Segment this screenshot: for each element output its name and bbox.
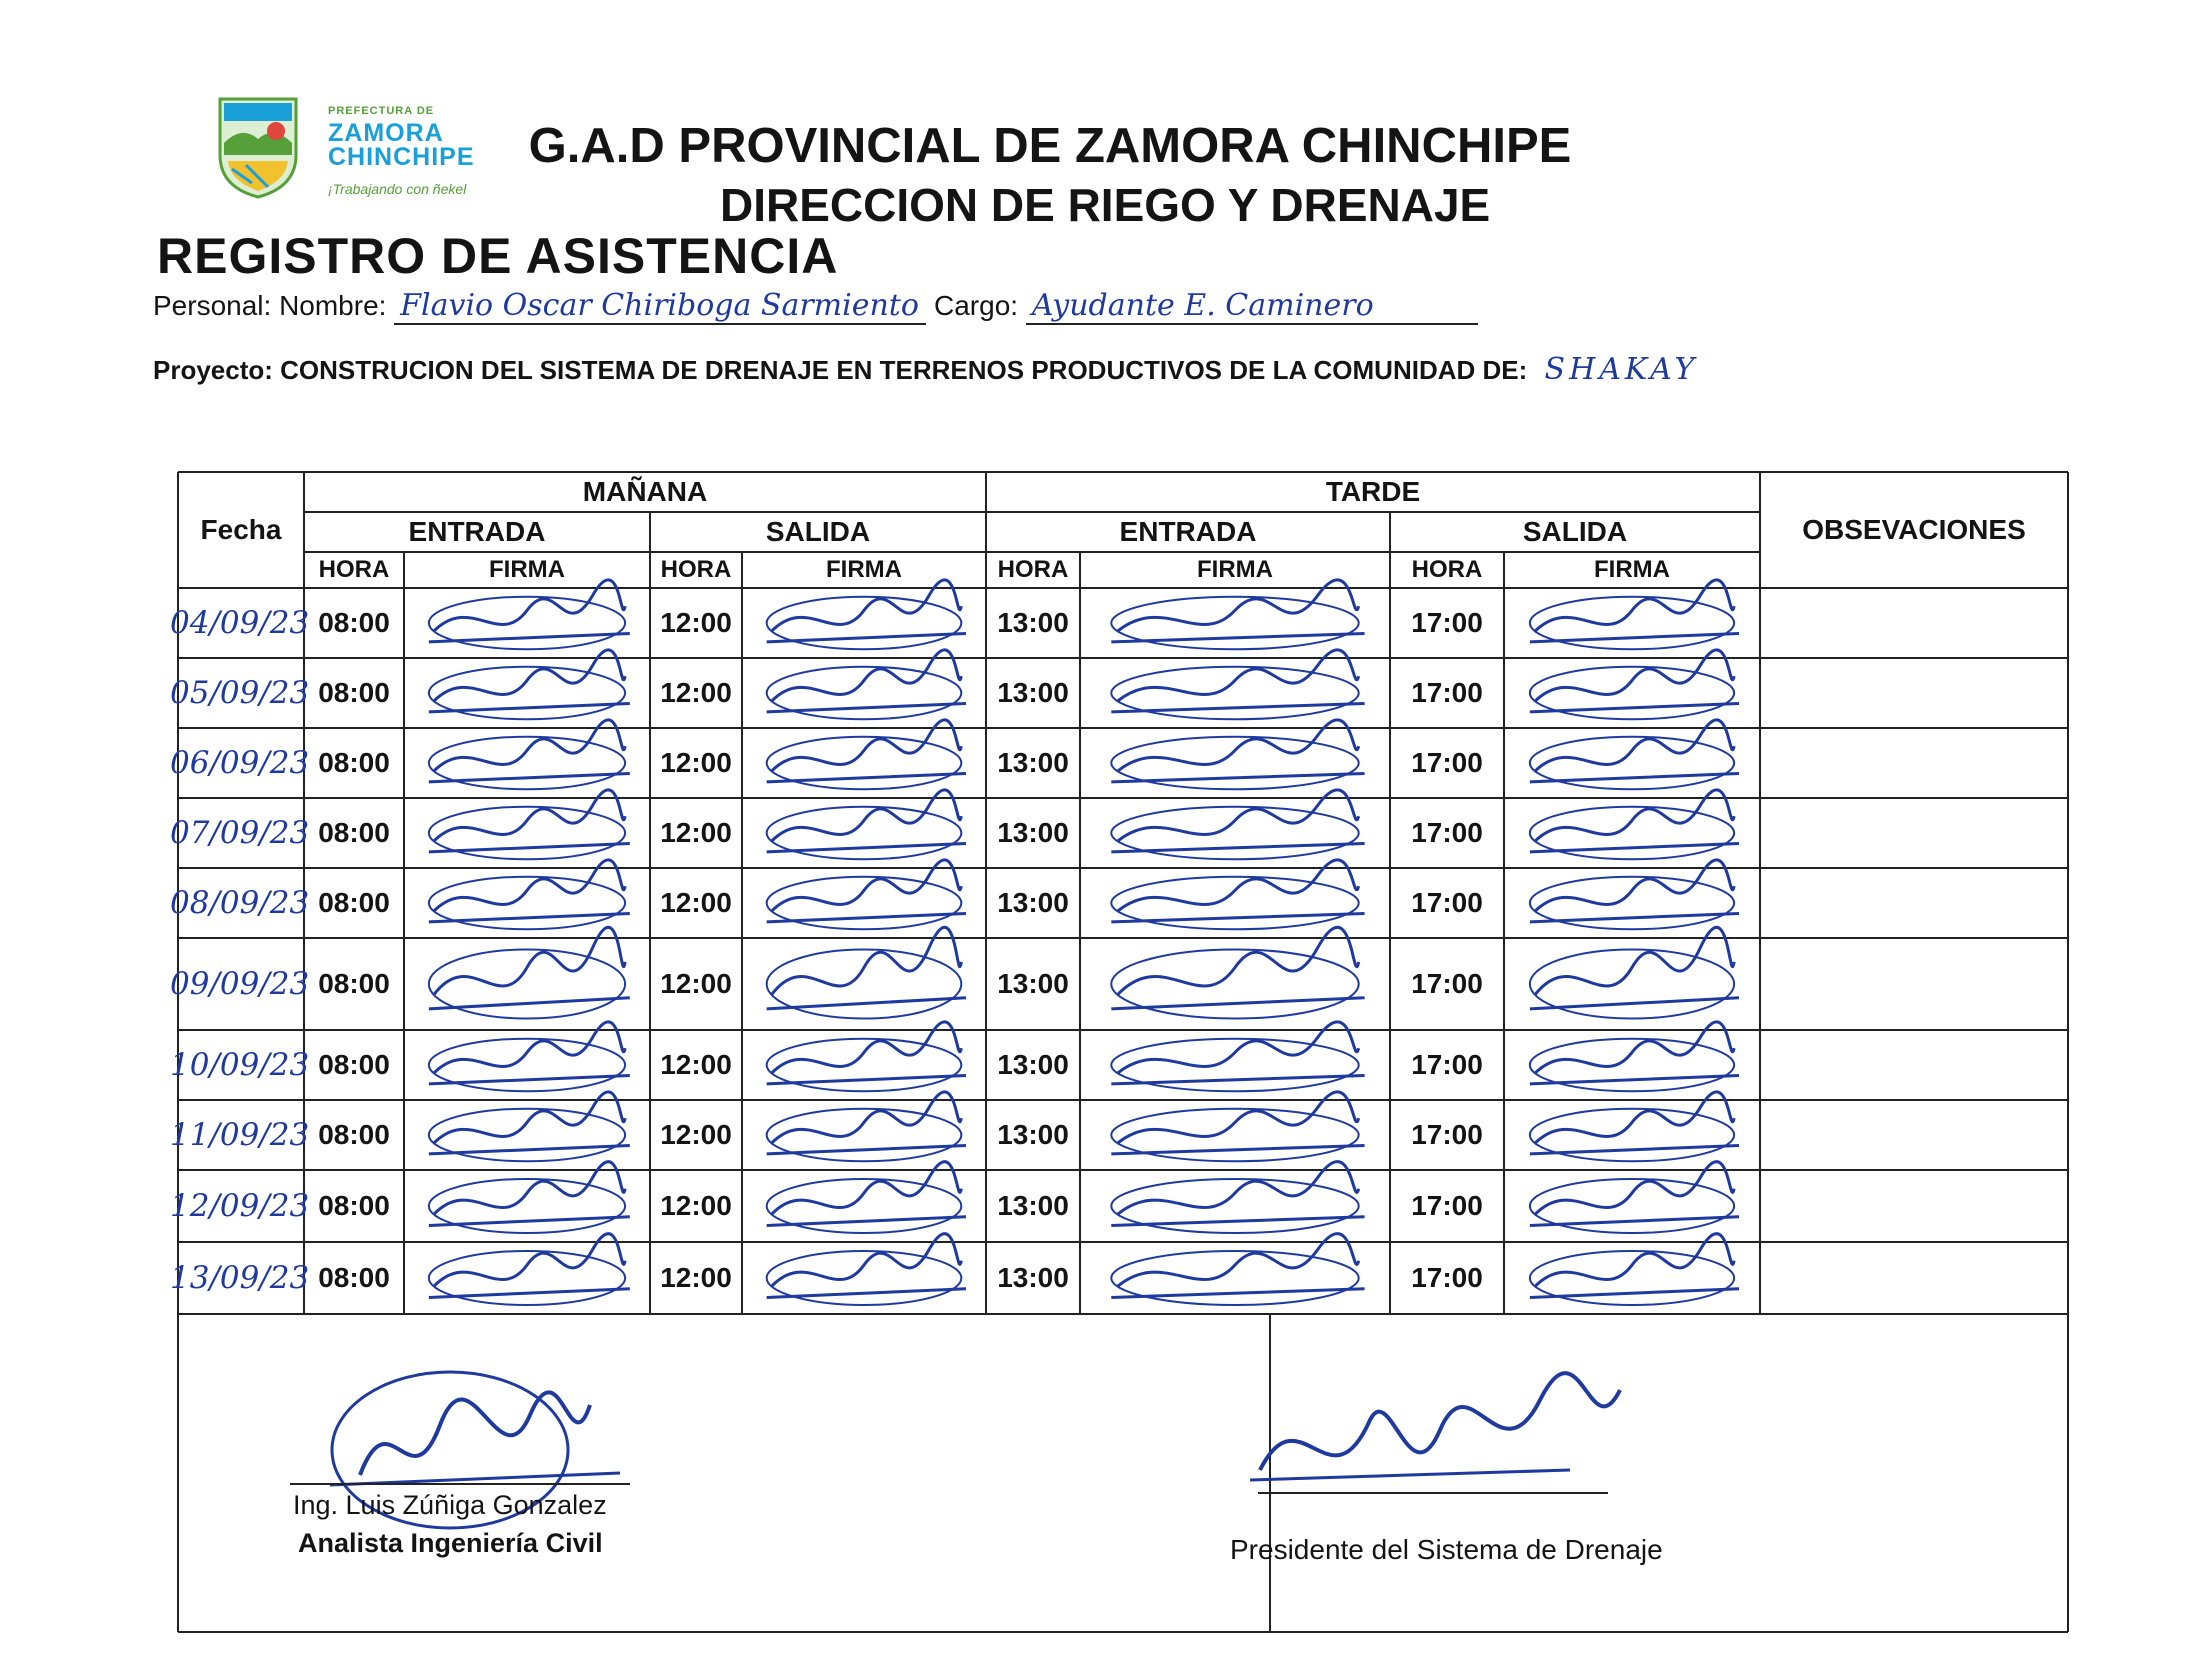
row-hora: 17:00 xyxy=(1411,1119,1483,1150)
proyecto-row xyxy=(153,352,1698,387)
row-hora: 12:00 xyxy=(660,607,732,638)
comunidad-value: SHAKAY xyxy=(1544,352,1699,387)
row-fecha: 13/09/23 xyxy=(170,1260,310,1296)
header-tarde: TARDE xyxy=(1325,476,1421,507)
row-hora: 08:00 xyxy=(318,607,390,638)
row-hora: 13:00 xyxy=(997,607,1069,638)
row-hora: 13:00 xyxy=(997,677,1069,708)
signatory-name: Ing. Luis Zúñiga Gonzalez xyxy=(293,1490,607,1520)
header-observaciones: OBSEVACIONES xyxy=(1802,514,2026,545)
row-hora: 12:00 xyxy=(660,1049,732,1080)
header-hora: HORA xyxy=(660,556,732,583)
row-hora: 17:00 xyxy=(1411,1262,1483,1293)
row-hora: 08:00 xyxy=(318,887,390,918)
header-salida-tarde: SALIDA xyxy=(1522,516,1628,547)
presidente-role: Presidente del Sistema de Drenaje xyxy=(1230,1534,1663,1565)
row-hora: 13:00 xyxy=(997,1049,1069,1080)
row-hora: 08:00 xyxy=(318,968,390,999)
row-hora: 17:00 xyxy=(1411,747,1483,778)
row-hora: 12:00 xyxy=(660,1119,732,1150)
row-hora: 13:00 xyxy=(997,1119,1069,1150)
header-manana: MAÑANA xyxy=(582,476,708,507)
row-hora: 13:00 xyxy=(997,887,1069,918)
row-hora: 12:00 xyxy=(660,1190,732,1221)
cargo-label: Cargo: xyxy=(934,290,1019,321)
signature-line-left xyxy=(290,1483,630,1485)
row-fecha: 10/09/23 xyxy=(170,1047,310,1083)
row-hora: 08:00 xyxy=(318,817,390,848)
row-hora: 17:00 xyxy=(1411,607,1483,638)
row-fecha: 05/09/23 xyxy=(170,675,310,711)
row-hora: 08:00 xyxy=(318,747,390,778)
signatory-role: Analista Ingeniería Civil xyxy=(298,1528,603,1558)
logo-line-2: CHINCHIPE xyxy=(328,143,475,171)
row-hora: 17:00 xyxy=(1411,887,1483,918)
row-hora: 08:00 xyxy=(318,677,390,708)
logo-line-1: ZAMORA xyxy=(328,119,444,147)
row-hora: 08:00 xyxy=(318,1262,390,1293)
header-fecha: Fecha xyxy=(200,514,282,545)
row-hora: 13:00 xyxy=(997,817,1069,848)
header-entrada-tarde: ENTRADA xyxy=(1119,516,1257,547)
row-hora: 17:00 xyxy=(1411,1049,1483,1080)
department-title: DIRECCION DE RIEGO Y DRENAJE xyxy=(720,179,1491,231)
logo-tagline: ¡Trabajando con ñekel xyxy=(328,181,467,197)
row-hora: 13:00 xyxy=(997,747,1069,778)
header-firma: FIRMA xyxy=(489,556,565,583)
row-fecha: 08/09/23 xyxy=(170,885,310,921)
personal-name-label: Personal: Nombre: xyxy=(153,290,387,321)
header-firma: FIRMA xyxy=(1197,556,1273,583)
row-hora: 13:00 xyxy=(997,1262,1069,1293)
row-hora: 17:00 xyxy=(1411,1190,1483,1221)
cargo-value: Ayudante E. Caminero xyxy=(1026,288,1478,325)
row-hora: 08:00 xyxy=(318,1119,390,1150)
institution-title: G.A.D PROVINCIAL DE ZAMORA CHINCHIPE xyxy=(528,119,1572,173)
header-hora: HORA xyxy=(318,556,390,583)
header-entrada-manana: ENTRADA xyxy=(408,516,546,547)
row-hora: 13:00 xyxy=(997,968,1069,999)
row-hora: 08:00 xyxy=(318,1190,390,1221)
row-fecha: 12/09/23 xyxy=(170,1188,310,1224)
signature-presidente xyxy=(1240,1360,1640,1530)
header-firma: FIRMA xyxy=(1594,556,1670,583)
row-hora: 12:00 xyxy=(660,677,732,708)
personal-name-value: Flavio Oscar Chiriboga Sarmiento xyxy=(394,288,926,325)
row-fecha: 04/09/23 xyxy=(170,605,310,641)
header-hora: HORA xyxy=(997,556,1069,583)
row-hora: 12:00 xyxy=(660,887,732,918)
signature-line-right xyxy=(1258,1492,1608,1494)
header-salida-manana: SALIDA xyxy=(765,516,871,547)
personal-row xyxy=(153,288,1478,325)
row-hora: 12:00 xyxy=(660,817,732,848)
header-firma: FIRMA xyxy=(826,556,902,583)
row-fecha: 09/09/23 xyxy=(170,966,310,1002)
row-hora: 12:00 xyxy=(660,1262,732,1293)
row-hora: 17:00 xyxy=(1411,677,1483,708)
row-hora: 12:00 xyxy=(660,747,732,778)
logo-pre-text: PREFECTURA DE xyxy=(328,105,435,117)
row-hora: 17:00 xyxy=(1411,968,1483,999)
header-hora: HORA xyxy=(1411,556,1483,583)
row-fecha: 07/09/23 xyxy=(170,815,310,851)
row-hora: 08:00 xyxy=(318,1049,390,1080)
row-hora: 17:00 xyxy=(1411,817,1483,848)
row-hora: 13:00 xyxy=(997,1190,1069,1221)
row-fecha: 06/09/23 xyxy=(170,745,310,781)
row-fecha: 11/09/23 xyxy=(170,1117,310,1153)
row-hora: 12:00 xyxy=(660,968,732,999)
form-title: REGISTRO DE ASISTENCIA xyxy=(157,228,839,284)
proyecto-label: Proyecto: CONSTRUCION DEL SISTEMA DE DRENAJE EN TERRENOS PRODUCTIVOS DE LA COMUNIDAD DE: xyxy=(153,355,1528,385)
